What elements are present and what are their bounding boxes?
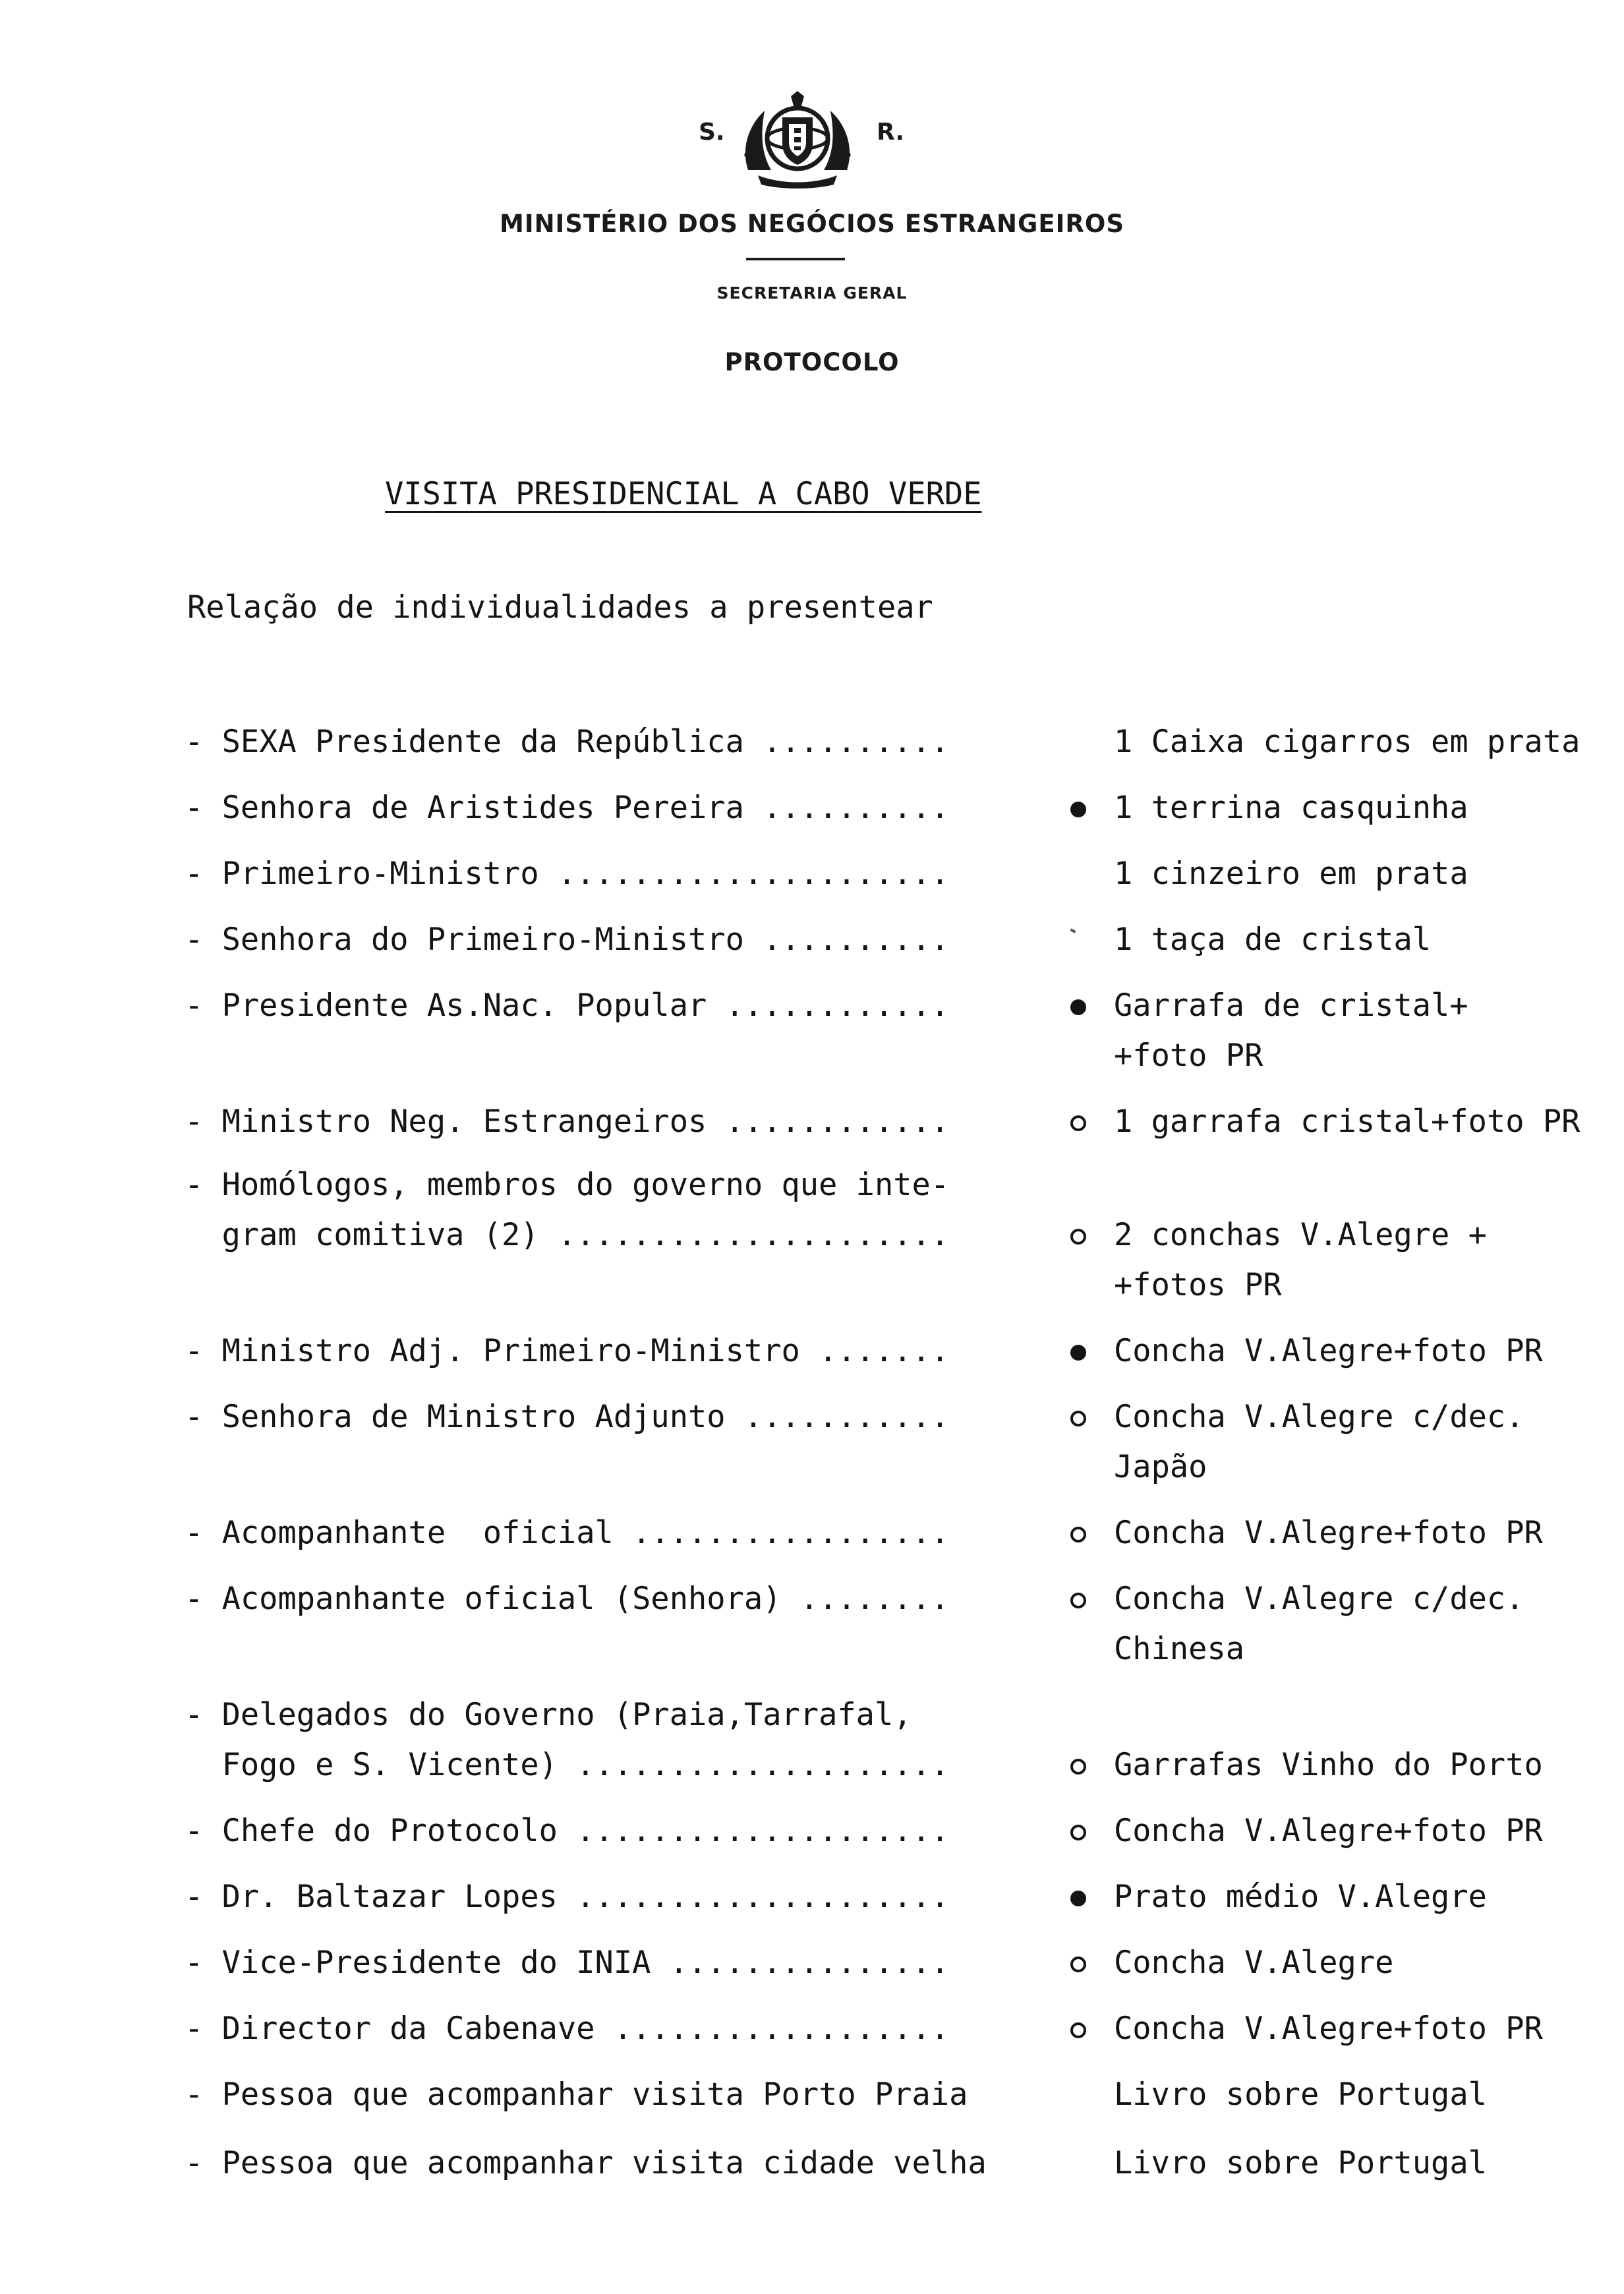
recipient-label: - Dr. Baltazar Lopes .................... <box>185 1879 950 1915</box>
bullet-mark-icon <box>1070 999 1086 1015</box>
gift-label: Livro sobre Portugal <box>1114 2145 1487 2181</box>
ministry-name: MINISTÉRIO DOS NEGÓCIOS ESTRANGEIROS <box>500 210 1124 238</box>
recipient-label: - Acompanhante oficial ................. <box>185 1515 950 1551</box>
gift-label: Japão <box>1114 1449 1207 1485</box>
bullet-mark-icon <box>1070 1891 1086 1906</box>
bullet-mark-icon <box>1070 1527 1086 1543</box>
recipient-label: - Acompanhante oficial (Senhora) ........ <box>185 1581 950 1617</box>
letterhead-divider <box>746 258 845 260</box>
gift-label: Concha V.Alegre <box>1114 1945 1394 1981</box>
gift-label: 1 taça de cristal <box>1114 922 1432 958</box>
bullet-mark-icon <box>1070 1411 1086 1426</box>
list-item <box>0 987 1624 1027</box>
list-item <box>0 724 1624 763</box>
gift-label: +fotos PR <box>1114 1267 1282 1303</box>
list-item <box>0 2076 1624 2116</box>
recipient-label: - Director da Cabenave .................. <box>185 2011 950 2047</box>
recipient-label: - SEXA Presidente da República .......... <box>185 724 950 760</box>
recipient-label: - Ministro Adj. Primeiro-Ministro ....... <box>185 1333 950 1369</box>
department-name: SECRETARIA GERAL <box>716 283 908 303</box>
list-item <box>0 1515 1624 1554</box>
list-item <box>0 2011 1624 2050</box>
bullet-mark-icon <box>1070 2022 1086 2038</box>
list-item <box>0 1267 1624 1307</box>
recipient-label: - Presidente As.Nac. Popular ............ <box>185 987 950 1024</box>
gift-label: Concha V.Alegre c/dec. <box>1114 1399 1524 1435</box>
recipient-label: - Pessoa que acompanhar visita cidade velha <box>185 2145 987 2181</box>
list-item <box>0 1333 1624 1372</box>
list-item <box>0 856 1624 895</box>
section-name: PROTOCOLO <box>724 348 900 376</box>
letterhead-initial-r: R. <box>877 119 905 146</box>
gift-label: 1 garrafa cristal+foto PR <box>1114 1103 1580 1140</box>
list-item <box>0 790 1624 829</box>
recipient-label: - Primeiro-Ministro ..................... <box>185 856 950 892</box>
gift-label: Concha V.Alegre c/dec. <box>1114 1581 1524 1617</box>
list-item <box>0 1449 1624 1488</box>
list-item <box>0 2145 1624 2185</box>
recipient-label: - Chefe do Protocolo .................... <box>185 1813 950 1849</box>
list-item <box>0 1813 1624 1852</box>
list-item <box>0 1399 1624 1438</box>
gift-label: +foto PR <box>1114 1038 1263 1074</box>
list-item <box>0 922 1624 961</box>
gift-label: 2 conchas V.Alegre + <box>1114 1217 1487 1253</box>
list-item <box>0 1217 1624 1256</box>
gift-label: Prato médio V.Alegre <box>1114 1879 1487 1915</box>
bullet-mark-icon <box>1070 1345 1086 1361</box>
gift-label: 1 cinzeiro em prata <box>1114 856 1468 892</box>
bullet-mark-icon <box>1070 1825 1086 1840</box>
letterhead-initial-s: S. <box>699 119 725 146</box>
recipient-label: - Senhora de Ministro Adjunto ........... <box>185 1399 950 1435</box>
recipient-label: - Homólogos, membros do governo que inte- <box>185 1167 950 1203</box>
list-item <box>0 1038 1624 1077</box>
tick-mark-icon <box>1070 928 1076 933</box>
gift-label: Livro sobre Portugal <box>1114 2076 1487 2113</box>
gift-label: Garrafa de cristal+ <box>1114 987 1468 1024</box>
gift-label: Concha V.Alegre+foto PR <box>1114 1333 1543 1369</box>
gift-label: Concha V.Alegre+foto PR <box>1114 1515 1543 1551</box>
list-item <box>0 1879 1624 1918</box>
gift-label: Garrafas Vinho do Porto <box>1114 1747 1543 1783</box>
list-item <box>0 1103 1624 1143</box>
recipient-label: gram comitiva (2) ..................... <box>185 1217 950 1253</box>
gift-label: Concha V.Alegre+foto PR <box>1114 1813 1543 1849</box>
gift-label: 1 Caixa cigarros em prata <box>1114 724 1580 760</box>
recipient-label: - Ministro Neg. Estrangeiros ............ <box>185 1103 950 1140</box>
list-item <box>0 1581 1624 1620</box>
recipient-label: - Delegados do Governo (Praia,Tarrafal, <box>185 1697 912 1733</box>
recipient-label: - Vice-Presidente do INIA ............... <box>185 1945 950 1981</box>
bullet-mark-icon <box>1070 802 1086 817</box>
document-subtitle: Relação de individualidades a presentear <box>187 589 933 626</box>
recipient-label: Fogo e S. Vicente) .................... <box>185 1747 950 1783</box>
document-title: VISITA PRESIDENCIAL A CABO VERDE <box>385 476 982 512</box>
coat-of-arms-icon <box>735 91 860 190</box>
gift-label: Chinesa <box>1114 1631 1245 1667</box>
list-item <box>0 1167 1624 1206</box>
recipient-label: - Senhora do Primeiro-Ministro .......... <box>185 922 950 958</box>
list-item <box>0 1945 1624 1984</box>
list-item <box>0 1747 1624 1786</box>
bullet-mark-icon <box>1070 1229 1086 1245</box>
recipient-label: - Pessoa que acompanhar visita Porto Praia <box>185 2076 968 2113</box>
bullet-mark-icon <box>1070 1115 1086 1131</box>
gift-label: Concha V.Alegre+foto PR <box>1114 2011 1543 2047</box>
bullet-mark-icon <box>1070 1759 1086 1775</box>
bullet-mark-icon <box>1070 1593 1086 1608</box>
gift-label: 1 terrina casquinha <box>1114 790 1468 826</box>
bullet-mark-icon <box>1070 1956 1086 1972</box>
recipient-label: - Senhora de Aristides Pereira .......... <box>185 790 950 826</box>
list-item <box>0 1631 1624 1670</box>
list-item <box>0 1697 1624 1736</box>
